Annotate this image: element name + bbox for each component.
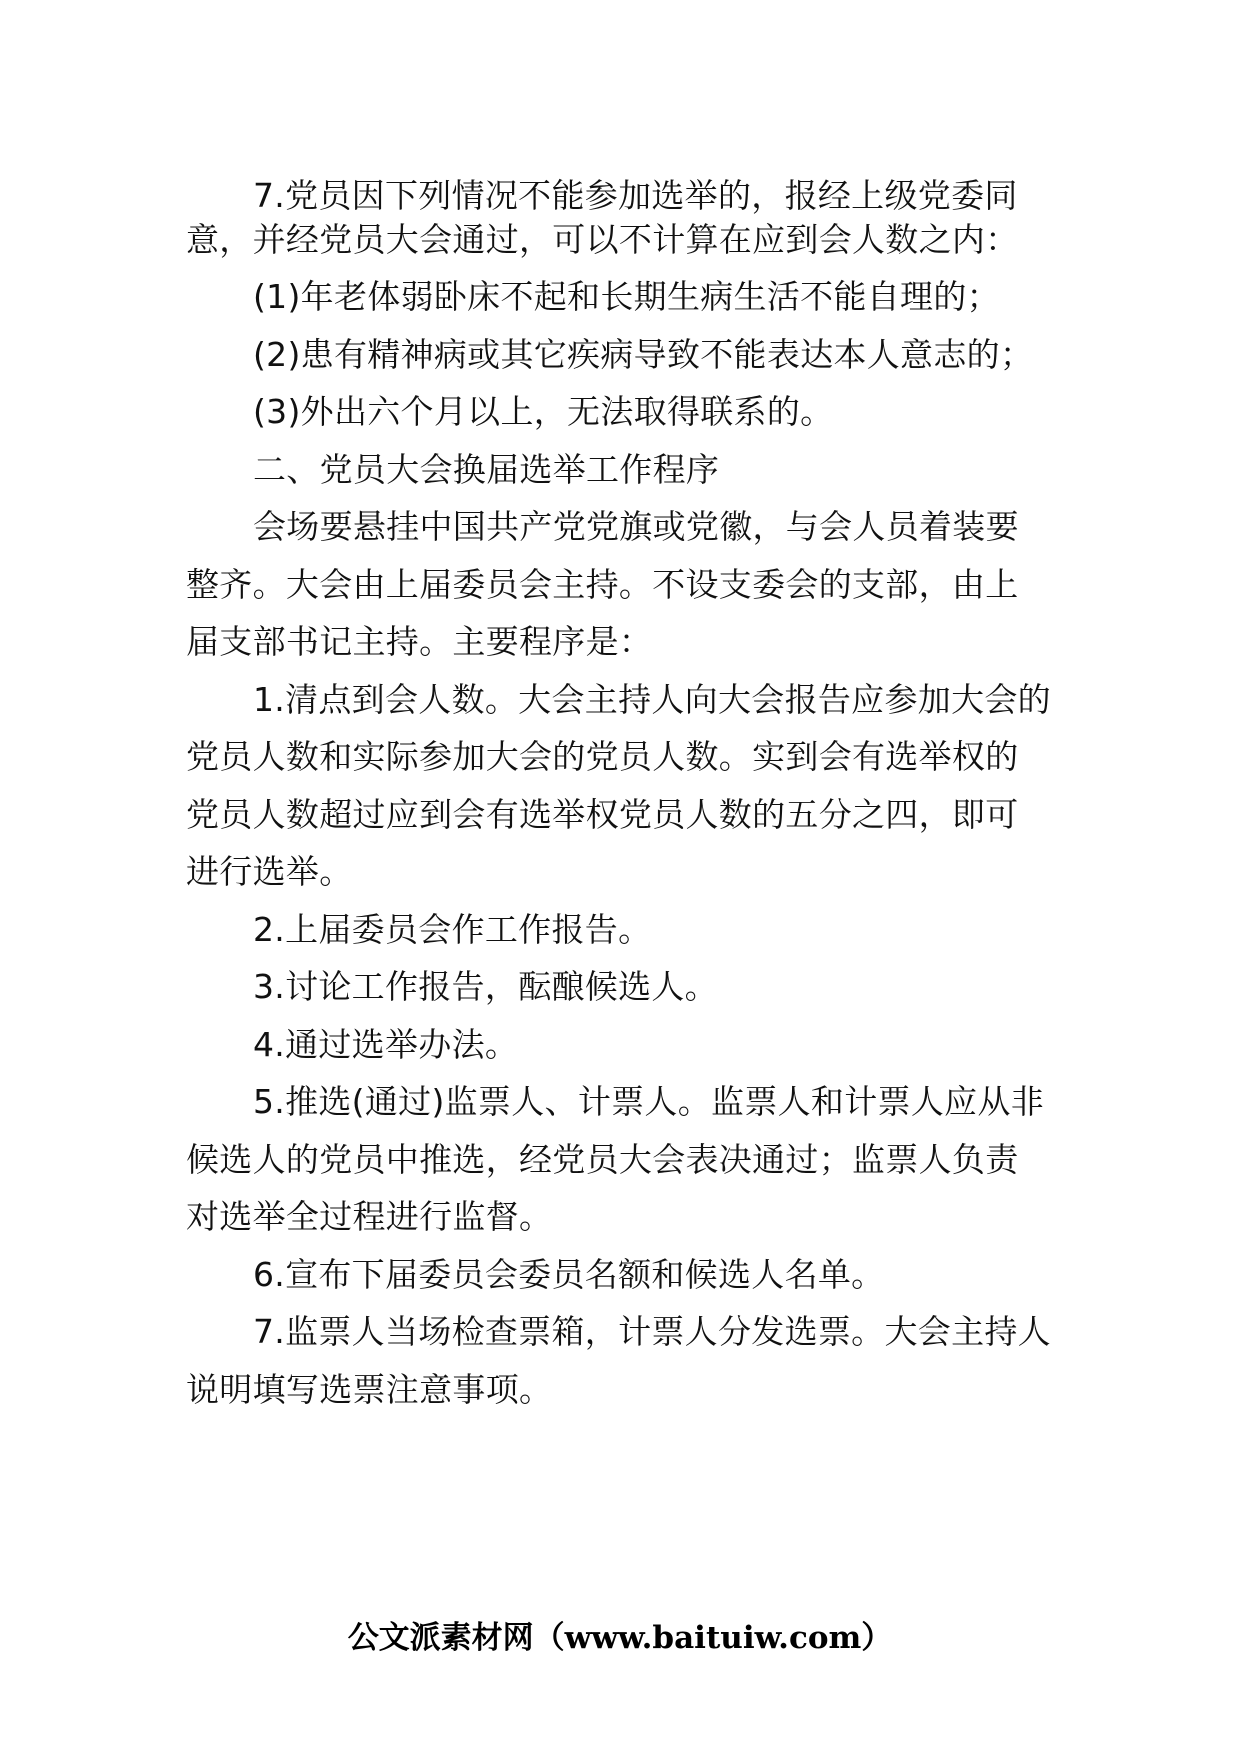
paragraph-line: 意，并经党员大会通过，可以不计算在应到会人数之内： <box>186 220 1019 259</box>
paragraph-line: 整齐。大会由上届委员会主持。不设支委会的支部，由上 <box>186 565 1019 604</box>
paragraph-line: 对选举全过程进行监督。 <box>186 1197 553 1236</box>
paragraph-line: 届支部书记主持。主要程序是： <box>186 622 653 661</box>
paragraph-line: 党员人数和实际参加大会的党员人数。实到会有选举权的 <box>186 737 1019 776</box>
paragraph-line: 1.清点到会人数。大会主持人向大会报告应参加大会的 <box>253 680 1051 719</box>
paragraph-line: 3.讨论工作报告，酝酿候选人。 <box>253 967 718 1006</box>
paragraph-line: 2.上届委员会作工作报告。 <box>253 910 652 949</box>
section-heading: 二、党员大会换届选举工作程序 <box>253 450 720 489</box>
list-item: (3)外出六个月以上，无法取得联系的。 <box>253 392 834 431</box>
paragraph-line: 候选人的党员中推选，经党员大会表决通过；监票人负责 <box>186 1140 1019 1179</box>
paragraph-line: 会场要悬挂中国共产党党旗或党徽，与会人员着装要 <box>253 507 1019 546</box>
paragraph-line: 6.宣布下届委员会委员名额和候选人名单。 <box>253 1255 885 1294</box>
paragraph-line: 党员人数超过应到会有选举权党员人数的五分之四，即可 <box>186 795 1019 834</box>
paragraph-line: 7.党员因下列情况不能参加选举的，报经上级党委同 <box>253 176 1018 215</box>
paragraph-line: 7.监票人当场检查票箱，计票人分发选票。大会主持人 <box>253 1312 1051 1351</box>
paragraph-line: 5.推选(通过)监票人、计票人。监票人和计票人应从非 <box>253 1082 1045 1121</box>
list-item: (2)患有精神病或其它疾病导致不能表达本人意志的； <box>253 335 1034 374</box>
paragraph-line: 4.通过选举办法。 <box>253 1025 519 1064</box>
list-item: (1)年老体弱卧床不起和长期生病生活不能自理的； <box>253 277 1000 316</box>
footer-watermark: 公文派素材网（www.baituiw.com） <box>347 1620 893 1656</box>
paragraph-line: 说明填写选票注意事项。 <box>186 1370 553 1409</box>
paragraph-line: 进行选举。 <box>186 852 353 891</box>
